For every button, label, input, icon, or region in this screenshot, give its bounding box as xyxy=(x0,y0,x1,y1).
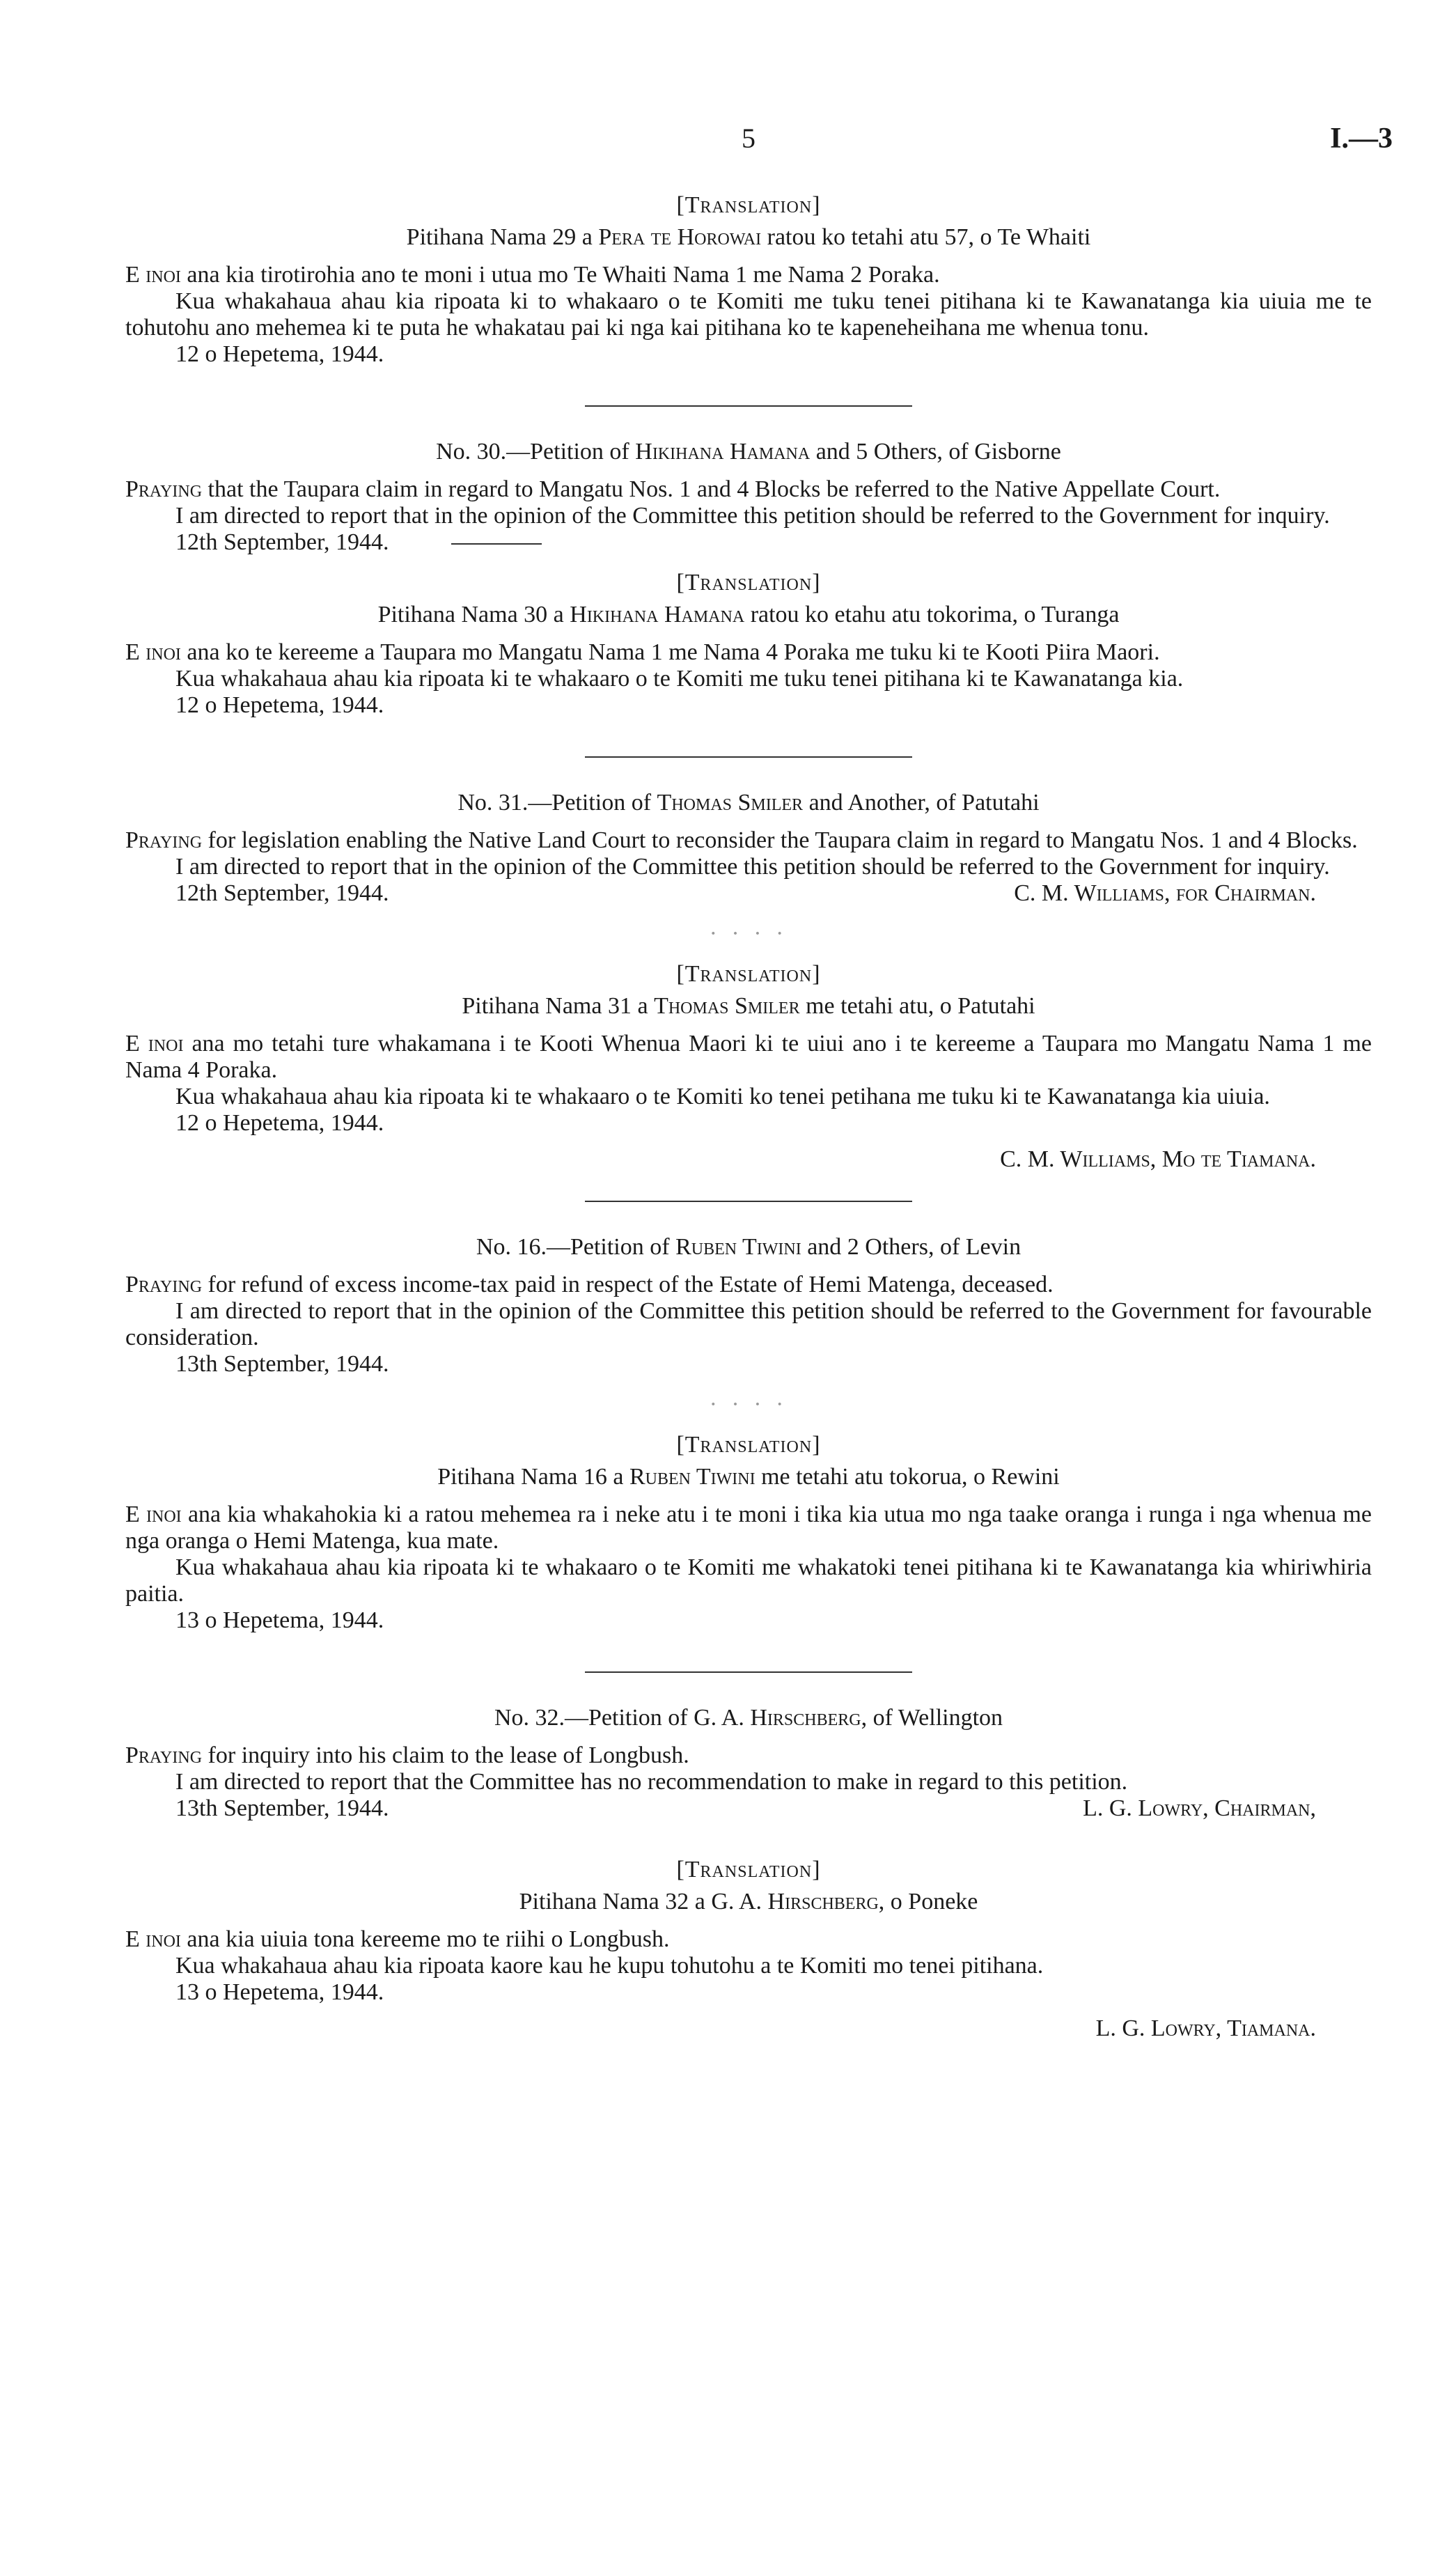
petition-title: Pitihana Nama 16 a Ruben Tiwini me tetahi atu tokorua, o Rewini xyxy=(437,1464,1060,1490)
petition-16 xyxy=(125,1234,1372,1378)
committee-report: I am directed to report that in the opinion of the Committee this petition should be referred to the Government for inquiry. xyxy=(175,503,1330,529)
petition-prayer: E inoi ana kia tirotirohia ano te moni i utua mo Te Whaiti Nama 1 me Nama 2 Poraka. xyxy=(125,262,940,288)
petition-title: No. 16.—Petition of Ruben Tiwini and 2 Others, of Levin xyxy=(476,1234,1021,1260)
section-divider xyxy=(585,1201,912,1202)
translation-label: [Translation] xyxy=(676,1432,821,1458)
report-date: 12 o Hepetema, 1944. xyxy=(175,1110,384,1136)
petition-prayer: Praying for inquiry into his claim to the lease of Longbush. xyxy=(125,1742,689,1768)
petition-title: Pitihana Nama 29 a Pera te Horowai ratou ko tetahi atu 57, o Te Whaiti xyxy=(406,224,1091,250)
petition-title: Pitihana Nama 32 a G. A. Hirschberg, o Poneke xyxy=(519,1889,978,1914)
report-date: 12th September, 1944. C. M. Williams, for Chairman. xyxy=(175,880,1316,906)
petition-prayer: Praying that the Taupara claim in regard to Mangatu Nos. 1 and 4 Blocks be referred to the Native Appellate Court. xyxy=(125,476,1221,502)
petition-31 xyxy=(125,790,1372,907)
document-reference: I.—3 xyxy=(1330,123,1393,155)
committee-report: Kua whakahaua ahau kia ripoata ki te whakaaro o te Komiti me tuku tenei pitihana ki te Kawanatanga kia. xyxy=(175,666,1184,692)
petition-title: No. 31.—Petition of Thomas Smiler and Another, of Patutahi xyxy=(457,790,1040,816)
petition-title: Pitihana Nama 30 a Hikihana Hamana ratou ko etahu atu tokorima, o Turanga xyxy=(377,602,1120,627)
committee-report: Kua whakahaua ahau kia ripoata ki to whakaaro o te Komiti me tuku tenei pitihana ki te Kawanatanga kia uiuia me te tohutohu ano mehemea ki te puta he whakatau pai ki nga kai pitihana ko te kapeneheihana me whenua tonu. xyxy=(125,288,1372,341)
report-date: 12th September, 1944. xyxy=(125,529,1372,556)
committee-report: I am directed to report that the Committee has no recommendation to make in regard to this petition. xyxy=(175,1769,1128,1795)
translation-30 xyxy=(125,570,1372,719)
petition-prayer: E inoi ana kia whakahokia ki a ratou mehemea ra i neke atu i te moni i tika kia utua mo nga taake oranga i runga i nga whenua me nga oranga o Hemi Matenga, kua mate. xyxy=(125,1502,1372,1554)
chairman-signature: L. G. Lowry, Tiamana. xyxy=(1095,2015,1316,2041)
section-divider xyxy=(585,1671,912,1673)
translation-label: [Translation] xyxy=(676,1857,821,1882)
translation-16 xyxy=(125,1432,1372,1634)
report-date: 13 o Hepetema, 1944. xyxy=(175,1979,384,2005)
separator-dots: · · · · xyxy=(709,1391,788,1417)
chairman-signature: C. M. Williams, for Chairman. xyxy=(1014,880,1316,906)
petition-prayer: E inoi ana ko te kereeme a Taupara mo Mangatu Nama 1 me Nama 4 Poraka me tuku ki te Kooti Piira Maori. xyxy=(125,639,1160,665)
page-number: 5 xyxy=(742,123,756,154)
petition-30 xyxy=(125,439,1372,556)
section-divider xyxy=(585,405,912,407)
petition-title: No. 32.—Petition of G. A. Hirschberg, of Wellington xyxy=(494,1705,1003,1731)
translation-31 xyxy=(125,961,1372,1173)
separator-dots: · · · · xyxy=(709,921,788,946)
report-date: 12 o Hepetema, 1944. xyxy=(175,341,384,367)
document-page xyxy=(125,123,1393,2042)
report-date: 13th September, 1944. L. G. Lowry, Chairman, xyxy=(175,1795,1316,1821)
report-date: 13th September, 1944. xyxy=(175,1351,389,1377)
chairman-signature: C. M. Williams, Mo te Tiamana. xyxy=(1000,1146,1316,1172)
committee-report: I am directed to report that in the opinion of the Committee this petition should be referred to the Government for favourable consideration. xyxy=(125,1298,1372,1350)
petition-prayer: Praying for legislation enabling the Native Land Court to reconsider the Taupara claim in regard to Mangatu Nos. 1 and 4 Blocks. xyxy=(125,827,1358,853)
petition-32 xyxy=(125,1705,1372,1822)
translation-label: [Translation] xyxy=(676,961,821,987)
committee-report: Kua whakahaua ahau kia ripoata ki te whakaaro o te Komiti ko tenei petihana me tuku ki te Kawanatanga kia uiuia. xyxy=(175,1084,1270,1109)
chairman-signature: L. G. Lowry, Chairman, xyxy=(1083,1795,1316,1821)
translation-29 xyxy=(125,192,1372,368)
petition-prayer: E inoi ana kia uiuia tona kereeme mo te riihi o Longbush. xyxy=(125,1926,670,1952)
translation-label: [Translation] xyxy=(676,192,821,218)
page-header xyxy=(125,123,1393,167)
committee-report: Kua whakahaua ahau kia ripoata ki te whakaaro o te Komiti me whakatoki tenei pitihana ki te Kawanatanga kia whiriwhiria paitia. xyxy=(125,1554,1372,1607)
translation-32 xyxy=(125,1857,1372,2042)
report-date: 12 o Hepetema, 1944. xyxy=(175,692,384,718)
petition-title: Pitihana Nama 31 a Thomas Smiler me tetahi atu, o Patutahi xyxy=(462,993,1035,1019)
petition-prayer: Praying for refund of excess income-tax paid in respect of the Estate of Hemi Matenga, deceased. xyxy=(125,1272,1054,1297)
report-date: 13 o Hepetema, 1944. xyxy=(175,1607,384,1633)
committee-report: Kua whakahaua ahau kia ripoata kaore kau he kupu tohutohu a te Komiti mo tenei pitihana. xyxy=(175,1953,1044,1979)
petition-title: No. 30.—Petition of Hikihana Hamana and 5 Others, of Gisborne xyxy=(436,439,1061,465)
short-divider xyxy=(451,543,542,545)
committee-report: I am directed to report that in the opinion of the Committee this petition should be referred to the Government for inquiry. xyxy=(175,854,1330,880)
petition-prayer: E inoi ana mo tetahi ture whakamana i te Kooti Whenua Maori ki te uiui ano i te kereeme a Taupara mo Mangatu Nama 1 me Nama 4 Poraka. xyxy=(125,1031,1372,1083)
section-divider xyxy=(585,756,912,758)
translation-label: [Translation] xyxy=(676,570,821,595)
